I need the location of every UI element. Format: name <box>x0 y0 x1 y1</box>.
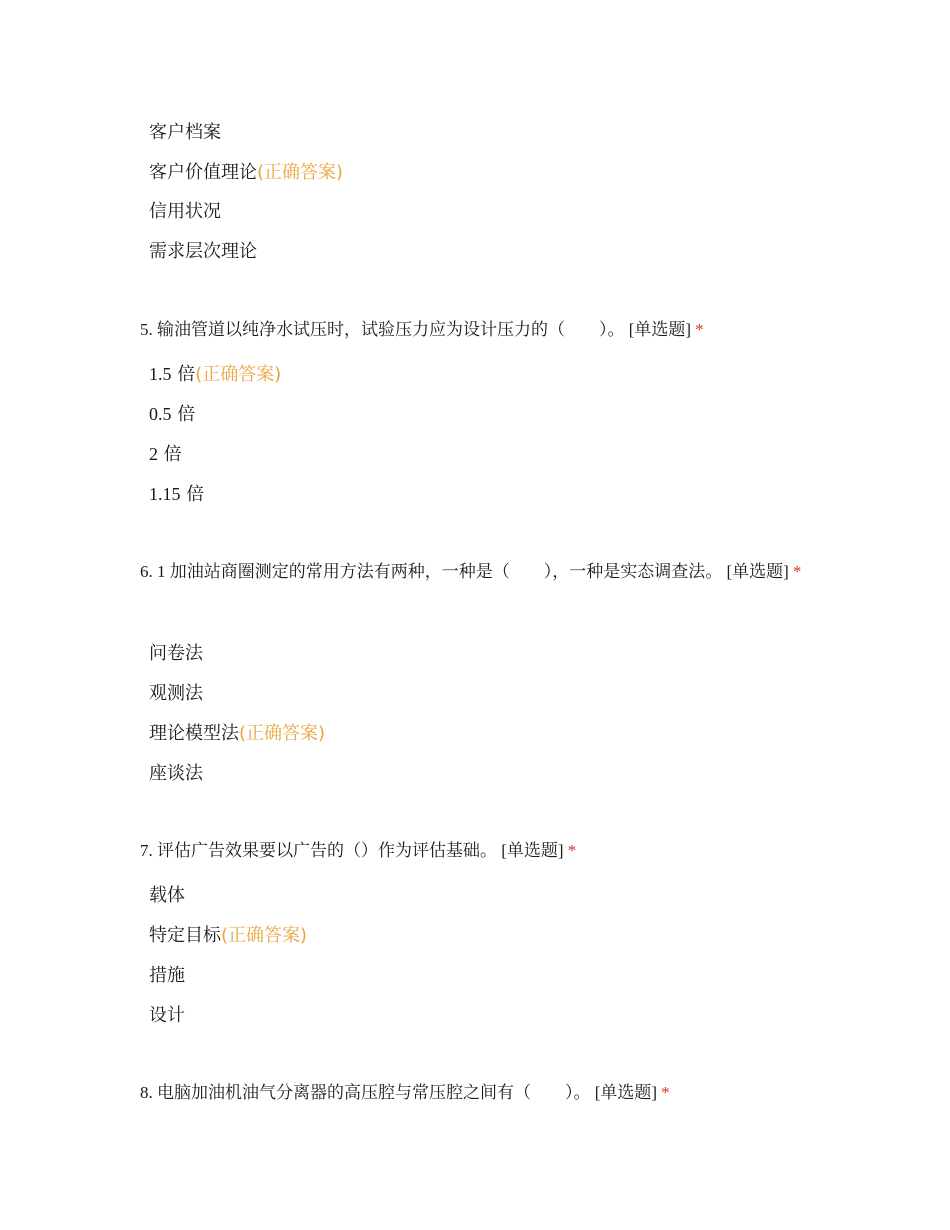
question-type: [单选题] <box>726 562 789 581</box>
option-text: 观测法 <box>149 683 203 704</box>
required-marker: * <box>792 562 802 581</box>
question-number: 6. 1 <box>140 562 166 581</box>
correct-answer-label: (正确答案) <box>195 364 282 385</box>
q5-option-c[interactable] <box>149 442 182 467</box>
question-6-title <box>140 553 820 591</box>
correct-answer-label: (正确答案) <box>257 162 344 183</box>
option-text: 理论模型法 <box>149 723 239 744</box>
question-type: [单选题] <box>594 1083 658 1102</box>
required-marker: * <box>567 841 577 860</box>
option-number: 1.5 <box>149 364 172 384</box>
option-text: 倍 <box>177 364 196 385</box>
question-text: 评估广告效果要以广告的（）作为评估基础。 <box>157 841 497 861</box>
q4-option-c[interactable] <box>149 200 221 224</box>
question-5-title <box>140 311 820 349</box>
q7-option-a[interactable] <box>149 884 185 908</box>
option-text: 特定目标 <box>149 925 221 946</box>
question-number: 8. <box>140 1083 153 1102</box>
option-text: 措施 <box>149 965 185 986</box>
q4-option-d[interactable] <box>149 240 257 264</box>
option-text: 载体 <box>149 885 185 906</box>
question-text: 加油站商圈测定的常用方法有两种，一种是（ ），一种是实态调查法。 <box>169 562 723 582</box>
option-text: 客户档案 <box>149 122 221 143</box>
required-marker: * <box>695 320 704 339</box>
q5-option-d[interactable] <box>149 482 204 507</box>
option-text: 倍 <box>163 444 182 465</box>
q7-option-b[interactable] <box>149 924 307 948</box>
correct-answer-label: (正确答案) <box>221 925 308 946</box>
question-8-title <box>140 1074 820 1112</box>
question-type: [单选题] <box>628 320 692 339</box>
option-text: 需求层次理论 <box>149 241 257 262</box>
option-text: 信用状况 <box>149 201 221 222</box>
option-text: 座谈法 <box>149 763 203 784</box>
question-text: 电脑加油机油气分离器的高压腔与常压腔之间有（ ）。 <box>157 1083 591 1103</box>
q5-option-a[interactable] <box>149 362 281 387</box>
q6-option-a[interactable] <box>149 642 203 666</box>
option-number: 2 <box>149 444 158 464</box>
question-7-title <box>140 832 820 870</box>
question-type: [单选题] <box>501 841 564 860</box>
option-text: 倍 <box>186 484 205 505</box>
option-text: 问卷法 <box>149 643 203 664</box>
option-text: 客户价值理论 <box>149 162 257 183</box>
q5-option-b[interactable] <box>149 402 195 427</box>
q4-option-b[interactable] <box>149 161 343 185</box>
q7-option-c[interactable] <box>149 964 185 988</box>
required-marker: * <box>661 1083 670 1102</box>
correct-answer-label: (正确答案) <box>239 723 326 744</box>
option-text: 倍 <box>177 404 196 425</box>
option-number: 1.15 <box>149 484 181 504</box>
q6-option-d[interactable] <box>149 762 203 786</box>
question-text: 输油管道以纯净水试压时，试验压力应为设计压力的（ ）。 <box>157 320 625 340</box>
option-text: 设计 <box>149 1005 185 1026</box>
q4-option-a[interactable] <box>149 121 221 145</box>
q6-option-c[interactable] <box>149 722 325 746</box>
question-number: 5. <box>140 320 153 339</box>
question-number: 7. <box>140 841 153 860</box>
q7-option-d[interactable] <box>149 1004 185 1028</box>
q6-option-b[interactable] <box>149 682 203 706</box>
option-number: 0.5 <box>149 404 172 424</box>
